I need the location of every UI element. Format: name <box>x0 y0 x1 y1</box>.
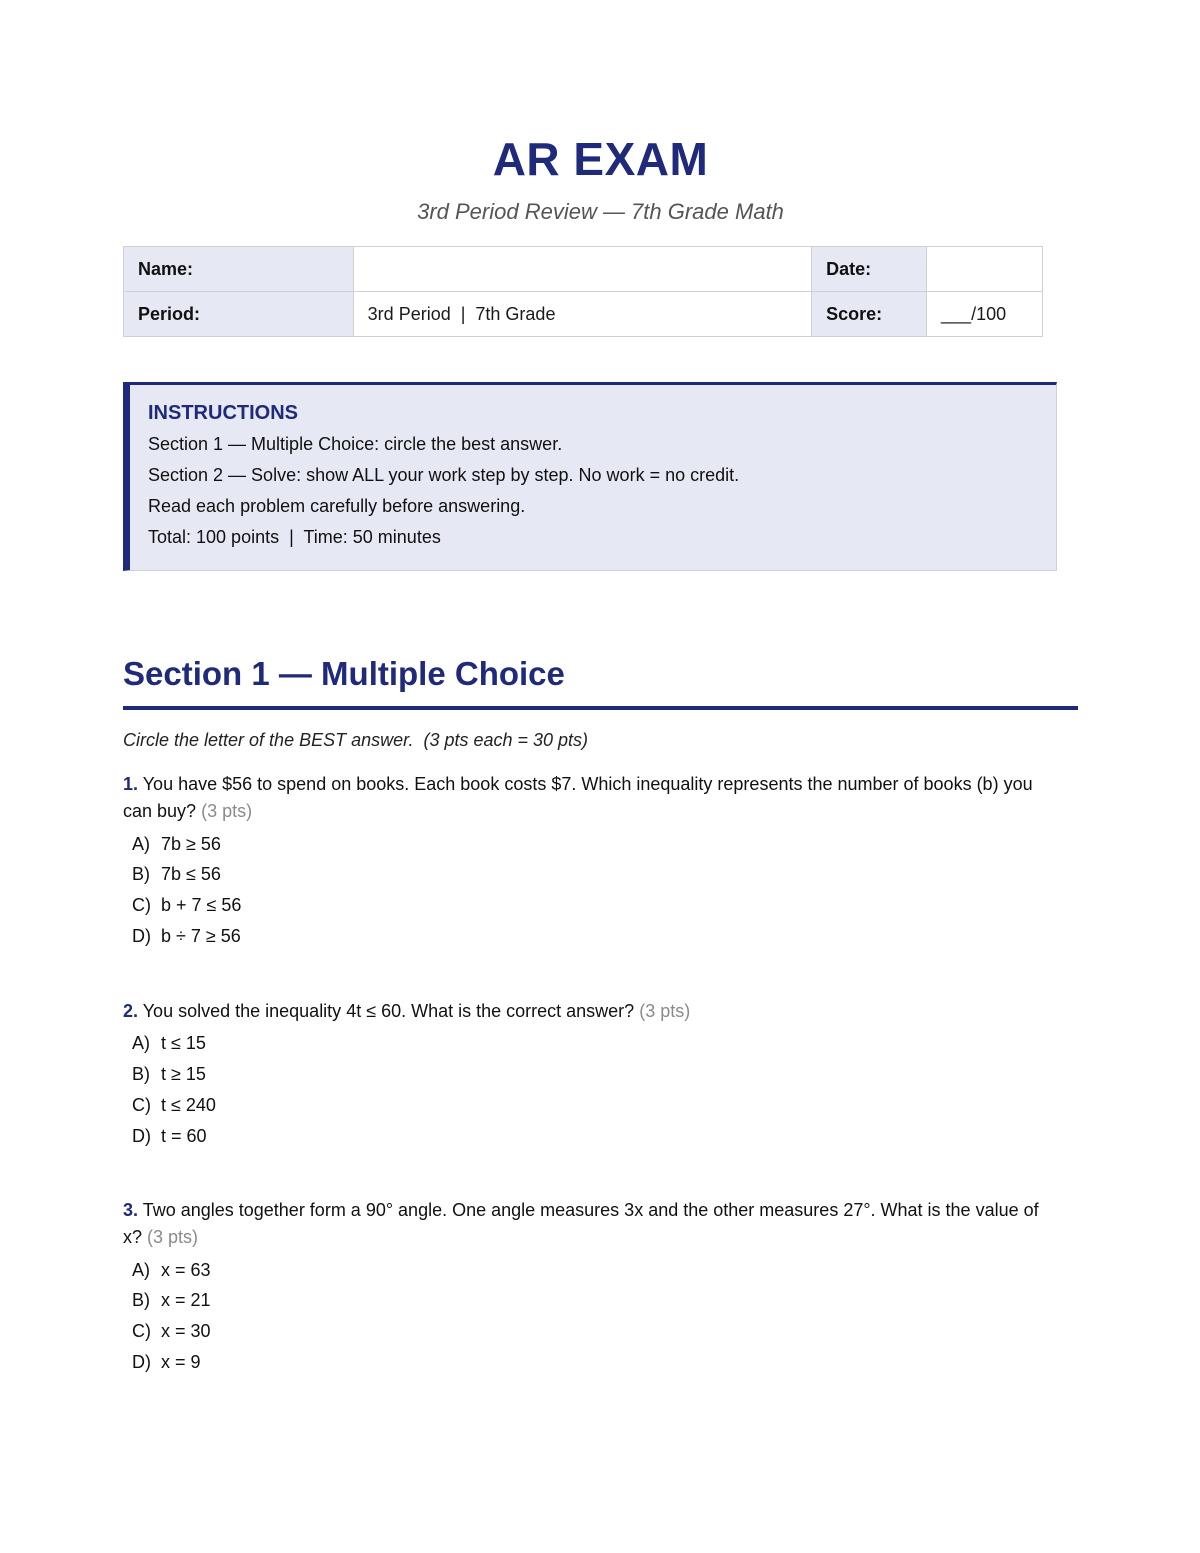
info-row-name <box>124 247 1043 292</box>
instructions-heading: INSTRUCTIONS <box>148 402 298 424</box>
question-1 <box>123 771 1058 825</box>
choice-text: x = 21 <box>161 1290 211 1310</box>
score-field[interactable]: ___/100 <box>927 292 1043 337</box>
choice-text: 7b ≤ 56 <box>161 864 221 884</box>
choice-letter: A) <box>132 834 150 854</box>
instruction-line: Read each problem carefully before answering. <box>148 496 526 516</box>
exam-subtitle: 3rd Period Review — 7th Grade Math <box>417 199 784 224</box>
instructions-box <box>123 382 1057 571</box>
choice-letter: B) <box>132 1290 150 1310</box>
choice-letter: D) <box>132 1352 151 1372</box>
choice-3d[interactable] <box>132 1352 201 1373</box>
choice-text: x = 30 <box>161 1321 211 1341</box>
question-points: (3 pts) <box>201 801 253 821</box>
choice-text: 7b ≥ 56 <box>161 834 221 854</box>
choice-text: x = 9 <box>161 1352 201 1372</box>
exam-title: AR EXAM <box>492 133 709 185</box>
choice-text: t ≥ 15 <box>161 1064 206 1084</box>
choice-3a[interactable] <box>132 1260 211 1281</box>
choice-2a[interactable] <box>132 1033 206 1054</box>
question-text: You have $56 to spend on books. Each book costs $7. Which inequality represents the number of books (b) you can buy? <box>123 774 1033 821</box>
choice-letter: B) <box>132 864 150 884</box>
choice-1a[interactable] <box>132 834 221 855</box>
instruction-line: Total: 100 points | Time: 50 minutes <box>148 527 441 547</box>
date-field[interactable] <box>927 247 1043 292</box>
question-text: Two angles together form a 90° angle. One angle measures 3x and the other measures 27°. What is the value of x? <box>123 1200 1039 1247</box>
instruction-line: Section 1 — Multiple Choice: circle the best answer. <box>148 434 563 454</box>
date-label: Date: <box>812 247 927 292</box>
question-text: You solved the inequality 4t ≤ 60. What is the correct answer? <box>142 1001 635 1021</box>
choice-text: t ≤ 15 <box>161 1033 206 1053</box>
choice-text: x = 63 <box>161 1260 211 1280</box>
choice-letter: B) <box>132 1064 150 1084</box>
question-2 <box>123 998 1058 1025</box>
choice-2b[interactable] <box>132 1064 206 1085</box>
question-number: 1. <box>123 774 139 794</box>
choice-2c[interactable] <box>132 1095 216 1116</box>
choice-letter: C) <box>132 895 151 915</box>
choice-text: b ÷ 7 ≥ 56 <box>161 926 241 946</box>
student-info-table <box>123 246 1043 337</box>
section-divider <box>123 706 1078 710</box>
period-value: 3rd Period | 7th Grade <box>353 292 811 337</box>
choice-letter: C) <box>132 1321 151 1341</box>
name-label: Name: <box>124 247 354 292</box>
choice-1b[interactable] <box>132 864 221 885</box>
choice-letter: D) <box>132 1126 151 1146</box>
question-points: (3 pts) <box>639 1001 691 1021</box>
section-instructions: Circle the letter of the BEST answer. (3 pts each = 30 pts) <box>123 730 589 750</box>
question-points: (3 pts) <box>147 1227 199 1247</box>
choice-1d[interactable] <box>132 926 241 947</box>
question-number: 3. <box>123 1200 139 1220</box>
choice-2d[interactable] <box>132 1126 207 1147</box>
choice-text: t = 60 <box>161 1126 207 1146</box>
choice-3c[interactable] <box>132 1321 211 1342</box>
section-title: Section 1 — Multiple Choice <box>123 655 565 692</box>
score-label: Score: <box>812 292 927 337</box>
choice-letter: D) <box>132 926 151 946</box>
question-3 <box>123 1197 1058 1251</box>
choice-text: t ≤ 240 <box>161 1095 216 1115</box>
name-field[interactable] <box>353 247 811 292</box>
info-row-period <box>124 292 1043 337</box>
choice-1c[interactable] <box>132 895 241 916</box>
choice-letter: A) <box>132 1033 150 1053</box>
period-label: Period: <box>124 292 354 337</box>
instruction-line: Section 2 — Solve: show ALL your work step by step. No work = no credit. <box>148 465 740 485</box>
choice-letter: C) <box>132 1095 151 1115</box>
question-number: 2. <box>123 1001 139 1021</box>
choice-letter: A) <box>132 1260 150 1280</box>
choice-text: b + 7 ≤ 56 <box>161 895 242 915</box>
choice-3b[interactable] <box>132 1290 211 1311</box>
